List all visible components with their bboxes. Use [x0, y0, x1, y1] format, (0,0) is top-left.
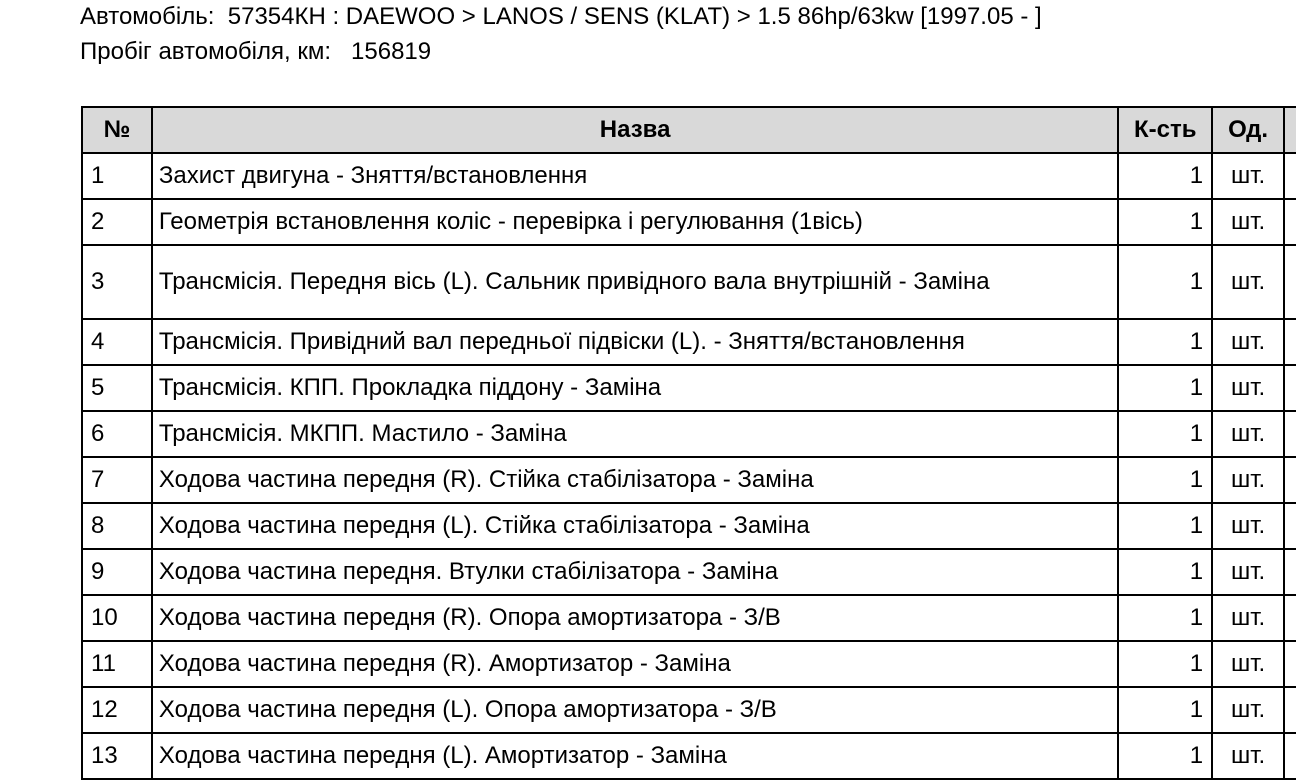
row-number: 6 — [82, 411, 152, 457]
row-cut-cell — [1284, 245, 1296, 319]
row-qty: 1 — [1118, 595, 1212, 641]
row-number: 2 — [82, 199, 152, 245]
row-qty: 1 — [1118, 457, 1212, 503]
row-number: 7 — [82, 457, 152, 503]
table-row — [82, 595, 1296, 641]
row-qty: 1 — [1118, 365, 1212, 411]
row-number: 1 — [82, 153, 152, 199]
table-row — [82, 411, 1296, 457]
mileage-label: Пробіг автомобіля, км: — [80, 38, 332, 65]
col-header-cut — [1284, 107, 1296, 153]
vehicle-info — [80, 2, 1042, 32]
row-qty: 1 — [1118, 319, 1212, 365]
row-cut-cell — [1284, 503, 1296, 549]
row-number: 10 — [82, 595, 152, 641]
works-table — [81, 106, 1296, 780]
row-unit: шт. — [1212, 503, 1284, 549]
row-name: Ходова частина передня (L). Стійка стабілізатора - Заміна — [152, 503, 1118, 549]
row-number: 11 — [82, 641, 152, 687]
row-qty: 1 — [1118, 199, 1212, 245]
row-unit: шт. — [1212, 411, 1284, 457]
row-number: 3 — [82, 245, 152, 319]
row-unit: шт. — [1212, 687, 1284, 733]
row-unit: шт. — [1212, 457, 1284, 503]
row-name: Ходова частина передня (R). Амортизатор - Заміна — [152, 641, 1118, 687]
row-qty: 1 — [1118, 503, 1212, 549]
table-row — [82, 365, 1296, 411]
row-unit: шт. — [1212, 549, 1284, 595]
row-number: 4 — [82, 319, 152, 365]
table-row — [82, 549, 1296, 595]
table-row — [82, 245, 1296, 319]
row-number: 13 — [82, 733, 152, 779]
row-cut-cell — [1284, 319, 1296, 365]
col-header-name: Назва — [152, 107, 1118, 153]
row-name: Ходова частина передня. Втулки стабілізатора - Заміна — [152, 549, 1118, 595]
row-name: Ходова частина передня (R). Стійка стабілізатора - Заміна — [152, 457, 1118, 503]
row-cut-cell — [1284, 733, 1296, 779]
table-row — [82, 153, 1296, 199]
row-number: 12 — [82, 687, 152, 733]
col-header-unit: Од. — [1212, 107, 1284, 153]
table-header-row — [82, 107, 1296, 153]
row-cut-cell — [1284, 153, 1296, 199]
row-number: 8 — [82, 503, 152, 549]
row-name: Трансмісія. МКПП. Мастило - Заміна — [152, 411, 1118, 457]
row-number: 5 — [82, 365, 152, 411]
row-unit: шт. — [1212, 199, 1284, 245]
row-unit: шт. — [1212, 319, 1284, 365]
row-cut-cell — [1284, 457, 1296, 503]
row-name: Трансмісія. Передня вісь (L). Сальник привідного вала внутрішній - Заміна — [152, 245, 1118, 319]
row-unit: шт. — [1212, 153, 1284, 199]
table-row — [82, 733, 1296, 779]
col-header-no: № — [82, 107, 152, 153]
row-unit: шт. — [1212, 245, 1284, 319]
vehicle-label: Автомобіль: — [80, 3, 215, 30]
table-row — [82, 503, 1296, 549]
row-qty: 1 — [1118, 245, 1212, 319]
row-cut-cell — [1284, 549, 1296, 595]
row-cut-cell — [1284, 411, 1296, 457]
row-qty: 1 — [1118, 411, 1212, 457]
row-name: Трансмісія. КПП. Прокладка піддону - Заміна — [152, 365, 1118, 411]
row-qty: 1 — [1118, 641, 1212, 687]
row-cut-cell — [1284, 365, 1296, 411]
row-name: Трансмісія. Привідний вал передньої підвіски (L). - Зняття/встановлення — [152, 319, 1118, 365]
row-cut-cell — [1284, 687, 1296, 733]
table-row — [82, 199, 1296, 245]
table-row — [82, 457, 1296, 503]
mileage-value: 156819 — [351, 38, 432, 65]
row-name: Захист двигуна - Зняття/встановлення — [152, 153, 1118, 199]
row-unit: шт. — [1212, 595, 1284, 641]
row-unit: шт. — [1212, 733, 1284, 779]
row-qty: 1 — [1118, 549, 1212, 595]
table-row — [82, 319, 1296, 365]
row-cut-cell — [1284, 199, 1296, 245]
table-row — [82, 687, 1296, 733]
row-qty: 1 — [1118, 733, 1212, 779]
mileage-info — [80, 37, 431, 67]
row-cut-cell — [1284, 595, 1296, 641]
row-qty: 1 — [1118, 153, 1212, 199]
col-header-qty: К-сть — [1118, 107, 1212, 153]
row-number: 9 — [82, 549, 152, 595]
table-body — [82, 153, 1296, 779]
row-unit: шт. — [1212, 641, 1284, 687]
row-name: Ходова частина передня (L). Амортизатор - Заміна — [152, 733, 1118, 779]
row-qty: 1 — [1118, 687, 1212, 733]
row-name: Геометрія встановлення коліс - перевірка і регулювання (1вісь) — [152, 199, 1118, 245]
row-unit: шт. — [1212, 365, 1284, 411]
table-row — [82, 641, 1296, 687]
row-name: Ходова частина передня (R). Опора амортизатора - З/В — [152, 595, 1118, 641]
row-name: Ходова частина передня (L). Опора амортизатора - З/В — [152, 687, 1118, 733]
row-cut-cell — [1284, 641, 1296, 687]
vehicle-value: 57354КН : DAEWOO > LANOS / SENS (KLAT) > 1.5 86hp/63kw [1997.05 - ] — [227, 3, 1042, 30]
